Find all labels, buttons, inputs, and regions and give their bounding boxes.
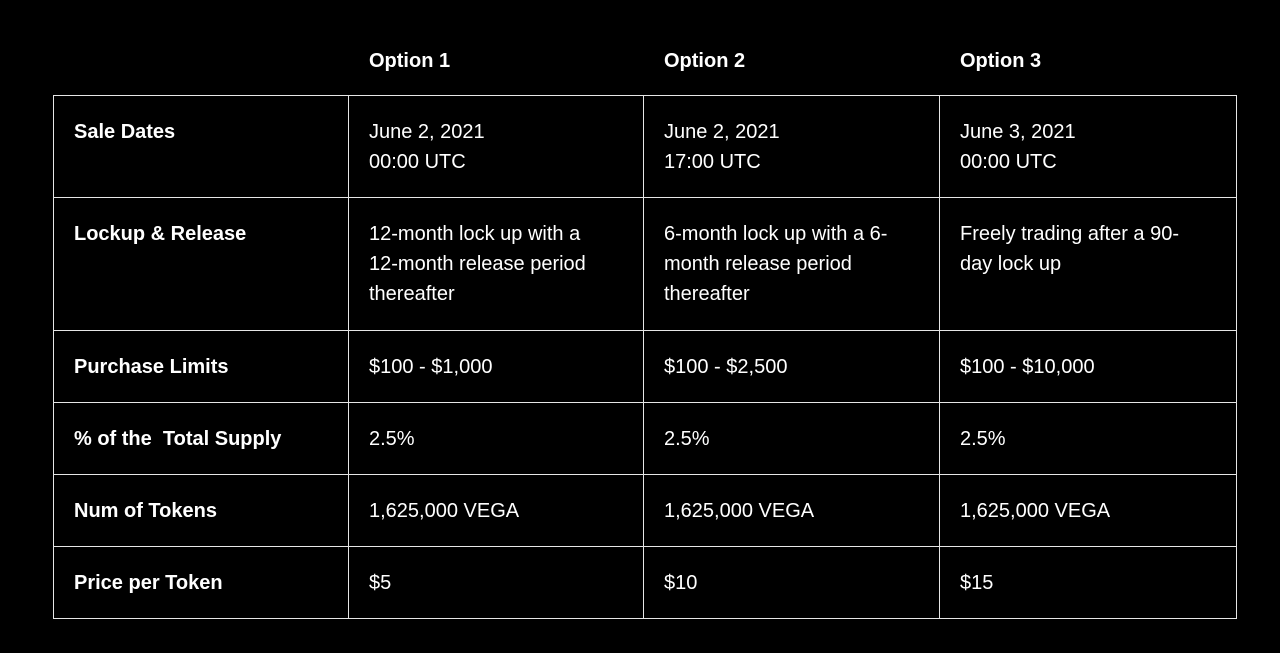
row-label (54, 403, 349, 475)
cell-text: Freely trading after a 90- day lock up (960, 223, 1179, 275)
row-label-text: % of the Total Supply (74, 428, 282, 450)
table-row-total-supply (54, 403, 1237, 475)
cell-text: June 3, 2021 00:00 UTC (960, 121, 1076, 173)
table-cell (940, 547, 1237, 619)
cell-text: 12-month lock up with a 12-month release period thereafter (369, 223, 586, 305)
cell-text: 2.5% (369, 428, 415, 450)
table-cell (349, 331, 644, 403)
table-cell (349, 198, 644, 331)
cell-text: 6-month lock up with a 6- month release period thereafter (664, 223, 888, 305)
row-label (54, 198, 349, 331)
cell-text: $10 (664, 572, 698, 594)
table-cell (940, 475, 1237, 547)
table-cell (644, 475, 940, 547)
cell-text: $15 (960, 572, 994, 594)
cell-text: 2.5% (960, 428, 1006, 450)
cell-text: $100 - $1,000 (369, 356, 493, 378)
table-cell (644, 403, 940, 475)
cell-text: $100 - $10,000 (960, 356, 1095, 378)
row-label-text: Sale Dates (74, 121, 176, 143)
table-cell (940, 198, 1237, 331)
table-row-num-tokens (54, 475, 1237, 547)
cell-text: 1,625,000 VEGA (960, 500, 1111, 522)
column-header-option-3: Option 3 (960, 50, 1042, 72)
table-cell (644, 547, 940, 619)
row-label-text: Price per Token (74, 572, 223, 594)
row-label (54, 96, 349, 198)
column-header-option-2: Option 2 (664, 50, 746, 72)
row-label (54, 475, 349, 547)
table-cell (349, 547, 644, 619)
column-headers (54, 47, 1236, 75)
cell-text: 1,625,000 VEGA (369, 500, 520, 522)
table-cell (349, 475, 644, 547)
cell-text: June 2, 2021 17:00 UTC (664, 121, 780, 173)
table-row-lockup-release (54, 198, 1237, 331)
table-cell (940, 96, 1237, 198)
table-cell (940, 331, 1237, 403)
table-cell (940, 403, 1237, 475)
table-cell (644, 96, 940, 198)
cell-text: 1,625,000 VEGA (664, 500, 815, 522)
cell-text: June 2, 2021 00:00 UTC (369, 121, 485, 173)
table-row-price-per-token (54, 547, 1237, 619)
cell-text: $100 - $2,500 (664, 356, 788, 378)
row-label-text: Lockup & Release (74, 223, 247, 245)
row-label (54, 331, 349, 403)
row-label (54, 547, 349, 619)
column-header-option-1: Option 1 (369, 50, 451, 72)
comparison-table (53, 95, 1237, 619)
table-cell (349, 96, 644, 198)
table-row-purchase-limits (54, 331, 1237, 403)
table-cell (349, 403, 644, 475)
cell-text: $5 (369, 572, 392, 594)
table-row-sale-dates (54, 96, 1237, 198)
row-label-text: Purchase Limits (74, 356, 229, 378)
table-cell (644, 198, 940, 331)
row-label-text: Num of Tokens (74, 500, 217, 522)
cell-text: 2.5% (664, 428, 710, 450)
table-cell (644, 331, 940, 403)
